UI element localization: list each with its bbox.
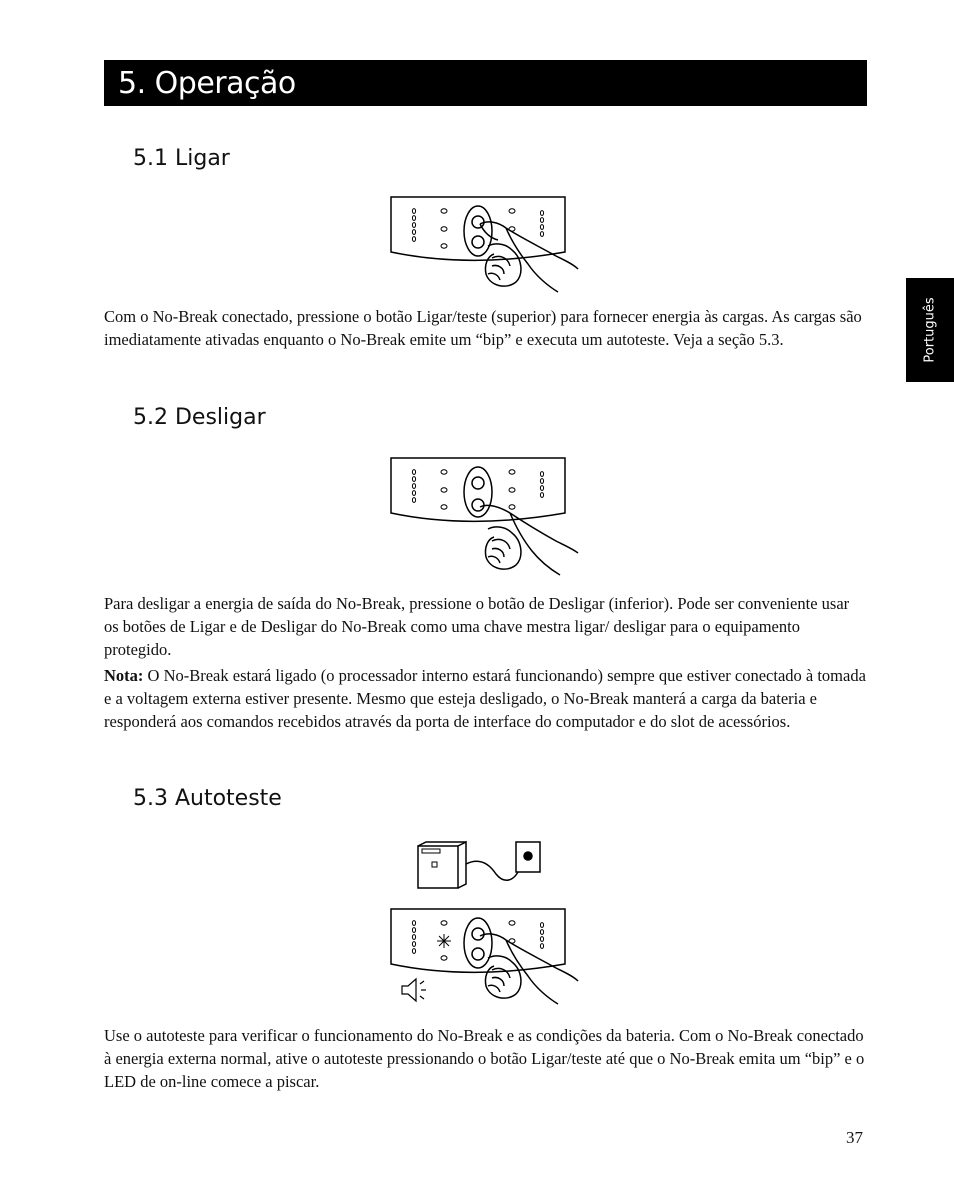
paragraph-nota bbox=[104, 664, 867, 733]
language-side-tab bbox=[906, 278, 954, 382]
figure-desligar-front-panel bbox=[388, 455, 588, 581]
section-heading-autoteste: 5.3 Autoteste bbox=[133, 786, 282, 811]
speaker-beep-icon bbox=[402, 979, 426, 1001]
language-side-tab-label: Português bbox=[922, 297, 938, 363]
blinking-led-icon bbox=[437, 934, 451, 948]
figure-autoteste-front-panel bbox=[388, 906, 588, 1010]
chapter-header-bar bbox=[104, 60, 867, 106]
paragraph-ligar: Com o No-Break conectado, pressione o botão Ligar/teste (superior) para fornecer energia às cargas. As cargas são imediatamente ativadas enquanto o No-Break emite um “bip” e executa um autoteste. Veja a seção 5.3. bbox=[104, 307, 862, 349]
figure-ligar-front-panel bbox=[388, 194, 588, 298]
section-heading-desligar: 5.2 Desligar bbox=[133, 405, 266, 430]
note-label: Nota: bbox=[104, 666, 144, 685]
paragraph-desligar: Para desligar a energia de saída do No-Break, pressione o botão de Desligar (inferior). Pode ser conveniente usar os botões de Ligar e de Desligar do No-Break como uma chave mestra ligar/ desligar para o equipamento protegido. bbox=[104, 594, 850, 659]
chapter-title: 5. Operação bbox=[118, 66, 296, 101]
figure-ups-plugged-into-outlet bbox=[398, 838, 548, 894]
section-heading-ligar: 5.1 Ligar bbox=[133, 146, 230, 171]
page-number: 37 bbox=[846, 1128, 863, 1147]
note-text: O No-Break estará ligado (o processador interno estará funcionando) sempre que estiver conectado à tomada e a voltagem externa estiver presente. Mesmo que esteja desligado, o No-Break manterá a carga da bateria e responderá aos comandos recebidos através da porta de interface do computador e do slot de acessórios. bbox=[104, 666, 866, 731]
paragraph-autoteste: Use o autoteste para verificar o funcionamento do No-Break e as condições da bateria. Com o No-Break conectado à energia externa normal, ative o autoteste pressionando o botão Ligar/teste até que o No-Break emita um “bip” e o LED de on-line comece a piscar. bbox=[104, 1026, 865, 1091]
